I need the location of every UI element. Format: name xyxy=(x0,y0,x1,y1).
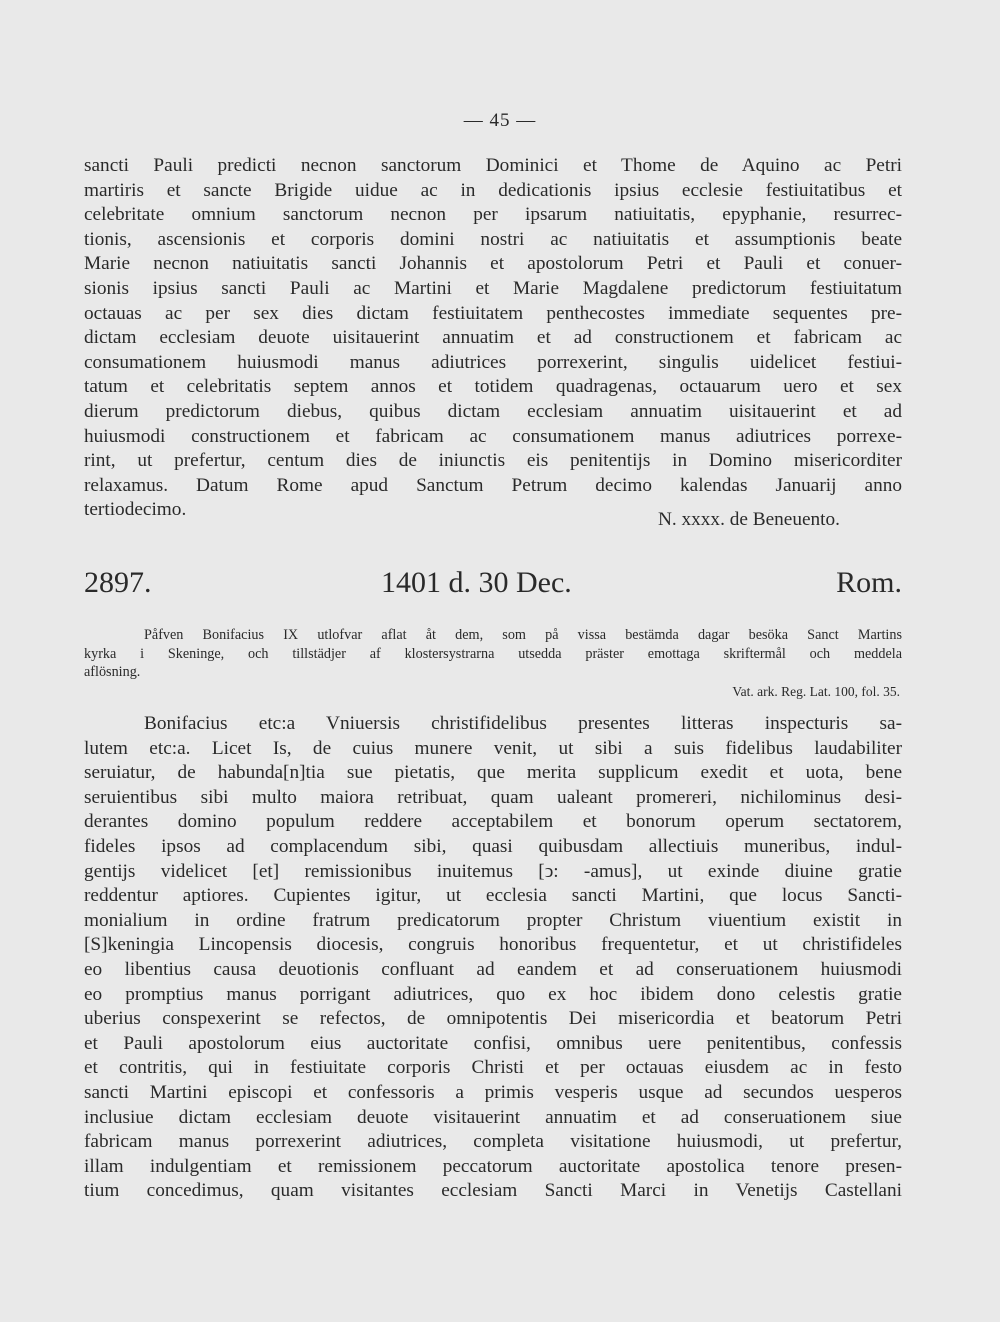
text-line: gentijs videlicet [et] remissionibus inuitemus [ↄ: -amus], ut exinde diuine gratie xyxy=(84,860,902,882)
entry-date: 1401 d. 30 Dec. xyxy=(381,566,572,599)
text-line: octauas ac per sex dies dictam festiuitatem penthecostes immediate sequentes pre- xyxy=(84,302,902,324)
continuation-text xyxy=(84,154,902,523)
text-line: tatum et celebritatis septem annos et totidem quadragenas, octauarum uero et sex xyxy=(84,376,902,398)
signature: N. xxxx. de Beneuento. xyxy=(657,509,840,530)
text-line: dierum predictorum diebus, quibus dictam ecclesiam annuatim uisitauerint et ad xyxy=(84,400,902,422)
text-line: sancti Pauli predicti necnon sanctorum Dominici et Thome de Aquino ac Petri xyxy=(84,155,902,176)
entry-summary xyxy=(84,626,902,682)
text-line: Bonifacius etc:a Vniuersis christifidelibus presentes litteras inspecturis sa- xyxy=(144,713,902,734)
source-reference: Vat. ark. Reg. Lat. 100, fol. 35. xyxy=(732,684,900,699)
entry-number: 2897. xyxy=(84,566,152,599)
text-line: tium concedimus, quam visitantes ecclesiam Sancti Marci in Venetijs Castellani xyxy=(84,1180,902,1202)
text-line: monialium in ordine fratrum predicatorum propter Christum viuentium existit in xyxy=(84,909,902,931)
summary-line: kyrka i Skeninge, och tillstädjer af klostersystrarna utsedda präster emottaga skriftermål och meddela xyxy=(84,645,902,662)
page-number: — 45 — xyxy=(463,110,537,131)
text-line: reddentur aptiores. Cupientes igitur, ut ecclesia sancti Martini, que locus Sancti- xyxy=(84,885,902,907)
text-line: lutem etc:a. Licet Is, de cuius munere venit, ut sibi a suis fidelibus laudabiliter xyxy=(84,737,902,759)
text-line: fideles ipsos ad complacendum sibi, quasi quibusdam allectiuis muneribus, indul- xyxy=(84,835,902,857)
text-line: eo promptius manus porrigant adiutrices, quo ex hoc ibidem dono celestis gratie xyxy=(84,983,902,1005)
text-line: uberius conspexerint se refectos, de omnipotentis Dei misericordia et beatorum Petri xyxy=(84,1008,902,1030)
text-line: inclusiue dictam ecclesiam deuote visitauerint annuatim et ad conseruationem siue xyxy=(84,1106,902,1128)
text-line: celebritate omnium sanctorum necnon per ipsarum natiuitatis, epyphanie, resurrec- xyxy=(84,204,902,226)
entry-body-text xyxy=(84,712,902,1204)
text-line: eo libentius causa deuotionis confluant ad eandem et ad conseruationem huiusmodi xyxy=(84,958,902,980)
text-line: illam indulgentiam et remissionem peccatorum auctoritate apostolica tenore presen- xyxy=(84,1155,902,1177)
text-line: consumationem huiusmodi manus adiutrices porrexerint, singulis uidelicet festiui- xyxy=(84,351,902,373)
text-line: seruientibus sibi multo maiora retribuat, quam ualeant promereri, nichilominus desi- xyxy=(84,786,902,808)
text-line: et contritis, qui in festiuitate corporis Christi et per octauas eiusdem ac in festo xyxy=(84,1057,902,1079)
text-line: fabricam manus porrexerint adiutrices, completa visitatione huiusmodi, ut prefertur, xyxy=(84,1131,902,1153)
text-line: tionis, ascensionis et corporis domini nostri ac natiuitatis et assumptionis beate xyxy=(84,228,902,250)
text-line: relaxamus. Datum Rome apud Sanctum Petrum decimo kalendas Januarij anno xyxy=(84,474,902,496)
text-line: dictam ecclesiam deuote uisitauerint annuatim et ad constructionem et fabricam ac xyxy=(84,327,902,349)
text-line: [S]keningia Lincopensis diocesis, congruis honoribus frequentetur, et ut christifideles xyxy=(84,934,902,956)
text-line: sionis ipsius sancti Pauli ac Martini et Marie Magdalene predictorum festiuitatum xyxy=(84,277,902,299)
summary-line: Påfven Bonifacius IX utlofvar aflat åt dem, som på vissa bestämda dagar besöka Sanct Martins xyxy=(144,627,902,643)
text-line: et Pauli apostolorum eius auctoritate confisi, omnibus uere penitentibus, confessis xyxy=(84,1032,902,1054)
text-line: rint, ut prefertur, centum dies de iniunctis eis penitentijs in Domino misericorditer xyxy=(84,450,902,472)
text-line: Marie necnon natiuitatis sancti Johannis et apostolorum Petri et Pauli et conuer- xyxy=(84,253,902,275)
text-line: sancti Martini episcopi et confessoris a primis vesperis usque ad secundos uesperos xyxy=(84,1081,902,1103)
text-line: tertiodecimo. xyxy=(84,499,187,521)
text-line: seruiatur, de habunda[n]tia sue pietatis, que merita supplicum exedit et uota, bene xyxy=(84,762,902,784)
entry-header xyxy=(84,566,902,610)
summary-line: aflösning. xyxy=(84,664,141,680)
text-line: martiris et sancte Brigide uidue ac in dedicationis ipsius ecclesie festiuitatibus et xyxy=(84,179,902,201)
entry-place: Rom. xyxy=(836,566,902,599)
text-line: huiusmodi constructionem et fabricam ac consumationem manus adiutrices porrexe- xyxy=(84,425,902,447)
text-line: derantes domino populum reddere acceptabilem et bonorum operum sectatorem, xyxy=(84,811,902,833)
